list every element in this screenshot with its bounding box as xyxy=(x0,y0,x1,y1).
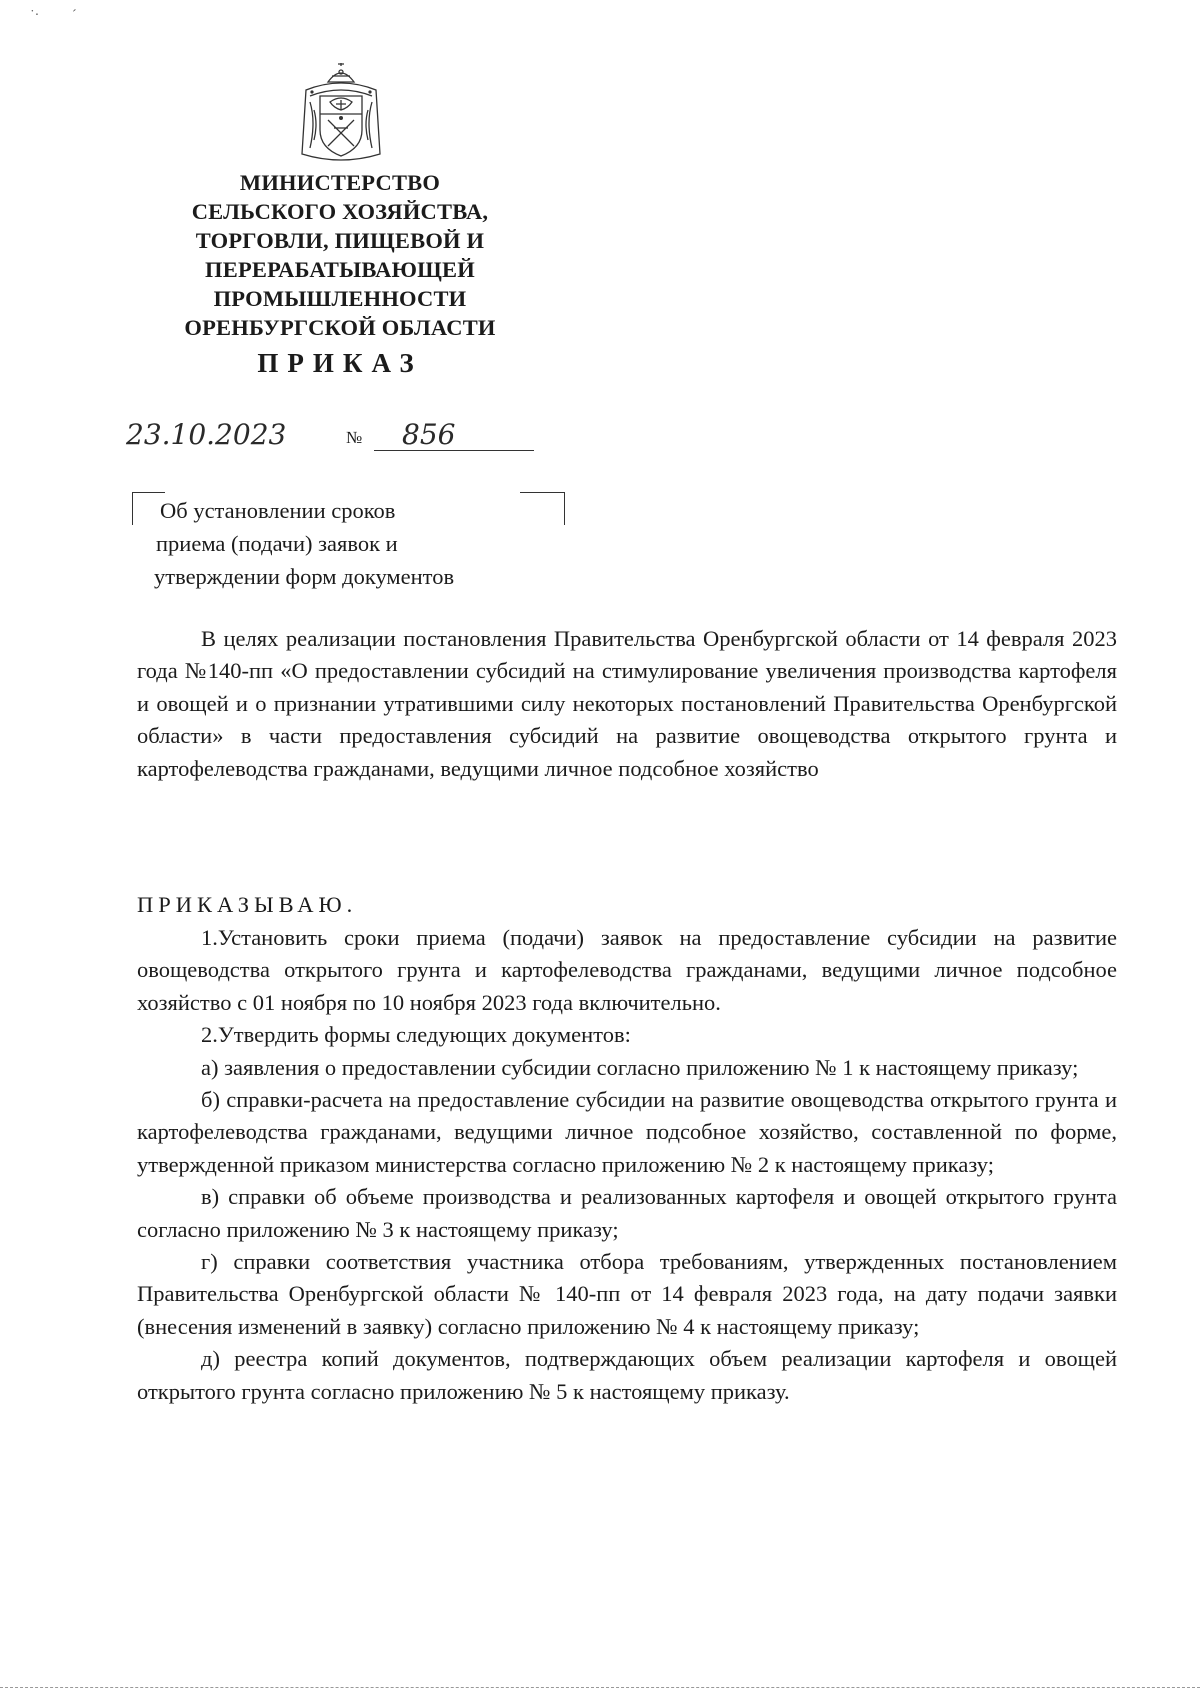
scan-artifact: ˙· xyxy=(30,8,40,23)
ministry-line: СЕЛЬСКОГО ХОЗЯЙСТВА, xyxy=(191,199,489,224)
subject-line: Об установлении сроков xyxy=(160,498,396,523)
ministry-line: МИНИСТЕРСТВО xyxy=(239,170,441,195)
order-item-2b: б) справки-расчета на предоставление субсидии на развитие овощеводства открытого грунта и картофелеводства гражданами, ведущими личное подсобное хозяйство, составленной по форме, утвержденной приказом министерства согласно приложению № 2 к настоящему приказу; xyxy=(137,1087,1117,1177)
order-item-2v: в) справки об объеме производства и реализованных картофеля и овощей открытого грунта согласно приложению № 3 к настоящему приказу; xyxy=(137,1184,1117,1242)
coat-of-arms-emblem xyxy=(298,62,384,164)
document-type-title: ПРИКАЗ xyxy=(257,348,423,378)
preamble-block xyxy=(137,623,1117,785)
subject-line: приема (подачи) заявок и xyxy=(156,531,398,556)
ministry-line: ПЕРЕРАБАТЫВАЮЩЕЙ xyxy=(205,257,475,282)
ministry-line: ПРОМЫШЛЕННОСТИ xyxy=(213,286,467,311)
date-number-line xyxy=(122,418,542,452)
order-item-2a: а) заявления о предоставлении субсидии согласно приложению № 1 к настоящему приказу; xyxy=(201,1054,1079,1080)
scan-artifact: ˊ xyxy=(72,8,77,23)
order-item-2: 2.Утвердить формы следующих документов: xyxy=(201,1022,631,1048)
ministry-name xyxy=(150,168,530,342)
number-underline xyxy=(374,450,534,451)
order-item-2d: д) реестра копий документов, подтверждающих объем реализации картофеля и овощей открытого грунта согласно приложению № 5 к настоящему приказу. xyxy=(137,1346,1117,1404)
ministry-line: ТОРГОВЛИ, ПИЩЕВОЙ И xyxy=(195,228,485,253)
subject-block xyxy=(154,494,560,593)
order-item-2g: г) справки соответствия участника отбора требованиям, утвержденных постановлением Правительства Оренбургской области № 140-пп от 14 февраля 2023 года, на дату подачи заявки (внесения изменений в заявку) согласно приложению № 4 к настоящему приказу; xyxy=(137,1249,1117,1339)
preamble-paragraph: В целях реализации постановления Правительства Оренбургской области от 14 февраля 2023 года №140-пп «О предоставлении субсидий на стимулирование увеличения производства картофеля и овощей и о признании утратившими силу некоторых постановлений Правительства Оренбургской области» в части предоставления субсидий на развитие овощеводства открытого грунта и картофелеводства гражданами, ведущими личное подсобное хозяйство xyxy=(137,626,1117,781)
order-items xyxy=(137,922,1117,1408)
scan-bottom-edge xyxy=(0,1687,1200,1688)
handwritten-number: 856 xyxy=(402,418,456,451)
order-word: ПРИКАЗЫВАЮ. xyxy=(137,892,358,917)
number-label: № xyxy=(346,428,363,447)
order-item-1: 1.Установить сроки приема (подачи) заявок на предоставление субсидии на развитие овощеводства открытого грунта и картофелеводства гражданами, ведущими личное подсобное хозяйство с 01 ноября по 10 ноября 2023 года включительно. xyxy=(137,925,1117,1015)
ministry-line: ОРЕНБУРГСКОЙ ОБЛАСТИ xyxy=(184,315,496,340)
handwritten-date: 23.10.2023 xyxy=(126,418,287,451)
subject-line: утверждении форм документов xyxy=(154,564,455,589)
